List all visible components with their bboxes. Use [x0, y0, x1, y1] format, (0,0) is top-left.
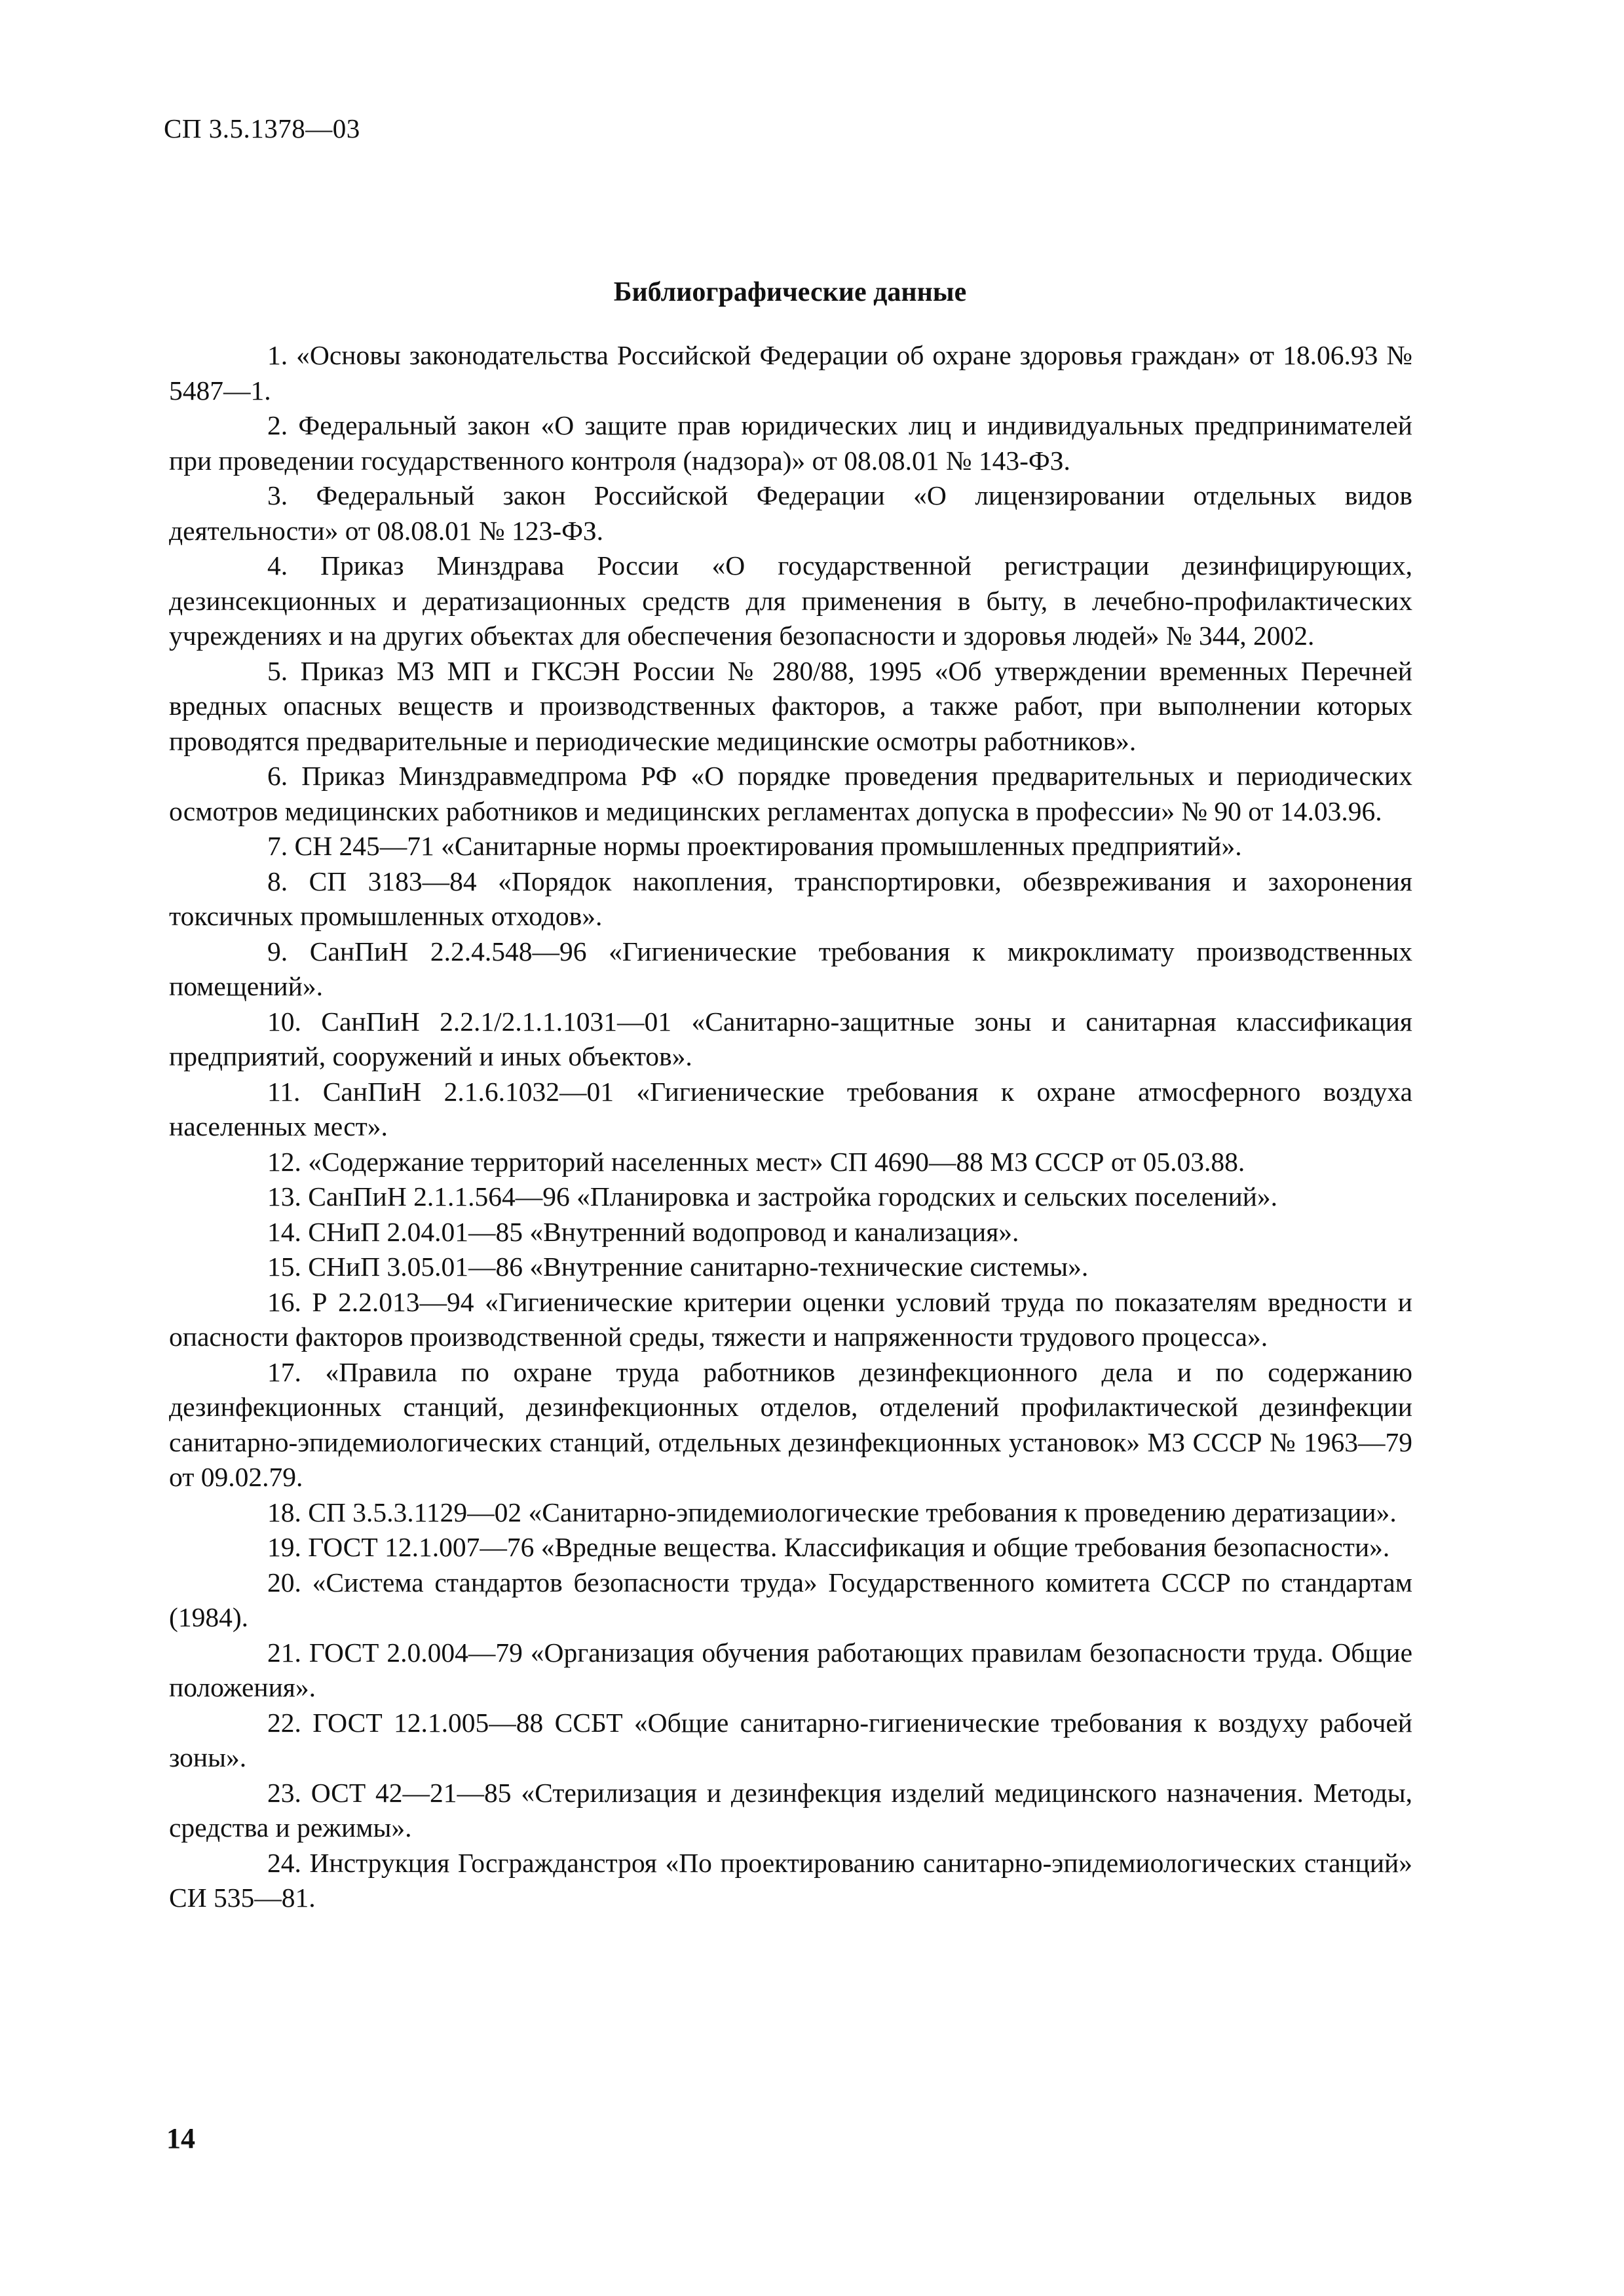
list-item: 9. СанПиН 2.2.4.548—96 «Гигиенические требования к микроклимату производственных помещений». [169, 936, 1412, 1001]
list-item: 4. Приказ Минздрава России «О государственной регистрации дезинфицирующих, дезинсекционных и дератизационных средств для применения в быту, в лечебно-профилактических учреждениях и на других объектах для обеспечения безопасности и здоровья людей» № 344, 2002. [169, 550, 1412, 651]
list-item: 7. СН 245—71 «Санитарные нормы проектирования промышленных предприятий». [267, 831, 1242, 861]
list-item: 10. СанПиН 2.2.1/2.1.1.1031—01 «Санитарно-защитные зоны и санитарная классификация предприятий, сооружений и иных объектов». [169, 1006, 1412, 1071]
list-item: 14. СНиП 2.04.01—85 «Внутренний водопровод и канализация». [267, 1216, 1019, 1247]
list-item: 20. «Система стандартов безопасности труда» Государственного комитета СССР по стандартам (1984). [169, 1567, 1412, 1632]
list-item: 18. СП 3.5.3.1129—02 «Санитарно-эпидемиологические требования к проведению дератизации». [267, 1497, 1397, 1527]
document-code: СП 3.5.1378—03 [164, 113, 360, 144]
list-item: 13. СанПиН 2.1.1.564—96 «Планировка и застройка городских и сельских поселений». [267, 1181, 1278, 1212]
list-item: 1. «Основы законодательства Российской Федерации об охране здоровья граждан» от 18.06.93 № 5487—1. [169, 340, 1412, 406]
list-item: 21. ГОСТ 2.0.004—79 «Организация обучения работающих правилам безопасности труда. Общие положения». [169, 1637, 1412, 1702]
list-item: 16. Р 2.2.013—94 «Гигиенические критерии оценки условий труда по показателям вредности и опасности факторов производственной среды, тяжести и напряженности трудового процесса». [169, 1286, 1412, 1352]
list-item: 22. ГОСТ 12.1.005—88 ССБТ «Общие санитарно-гигиенические требования к воздуху рабочей зоны». [169, 1707, 1412, 1772]
list-item: 23. ОСТ 42—21—85 «Стерилизация и дезинфекция изделий медицинского назначения. Методы, средства и режимы». [169, 1777, 1412, 1843]
page-title: Библиографические данные [613, 277, 967, 307]
list-item: 2. Федеральный закон «О защите прав юридических лиц и индивидуальных предпринимателей при проведении государственного контроля (надзора)» от 08.08.01 № 143-ФЗ. [169, 410, 1412, 476]
page-number: 14 [166, 2122, 195, 2154]
bibliography-list [169, 338, 1412, 1916]
list-item: 19. ГОСТ 12.1.007—76 «Вредные вещества. Классификация и общие требования безопасности». [267, 1532, 1390, 1562]
list-item: 24. Инструкция Госгражданстроя «По проектированию санитарно-эпидемиологических станций» СИ 535—81. [169, 1847, 1412, 1913]
list-item: 6. Приказ Минздравмедпрома РФ «О порядке проведения предварительных и периодических осмотров медицинских работников и медицинских регламентах допуска в профессии» № 90 от 14.03.96. [169, 761, 1412, 826]
list-item: 8. СП 3183—84 «Порядок накопления, транспортировки, обезвреживания и захоронения токсичных промышленных отходов». [169, 866, 1412, 931]
list-item: 15. СНиП 3.05.01—86 «Внутренние санитарно-технические системы». [267, 1252, 1089, 1282]
list-item: 3. Федеральный закон Российской Федерации «О лицензировании отдельных видов деятельности» от 08.08.01 № 123-ФЗ. [169, 480, 1412, 546]
list-item: 12. «Содержание территорий населенных мест» СП 4690—88 МЗ СССР от 05.03.88. [267, 1146, 1245, 1177]
list-item: 11. СанПиН 2.1.6.1032—01 «Гигиенические требования к охране атмосферного воздуха населенных мест». [169, 1076, 1412, 1141]
list-item: 5. Приказ МЗ МП и ГКСЭН России № 280/88, 1995 «Об утверждении временных Перечней вредных опасных веществ и производственных факторов, а также работ, при выполнении которых проводятся предварительные и периодические медицинские осмотры работников». [169, 655, 1412, 756]
list-item: 17. «Правила по охране труда работников дезинфекционного дела и по содержанию дезинфекционных станций, дезинфекционных отделов, отделений профилактической дезинфекции санитарно-эпидемиологических станций, отдельных дезинфекционных установок» МЗ СССР № 1963—79 от 09.02.79. [169, 1356, 1412, 1492]
